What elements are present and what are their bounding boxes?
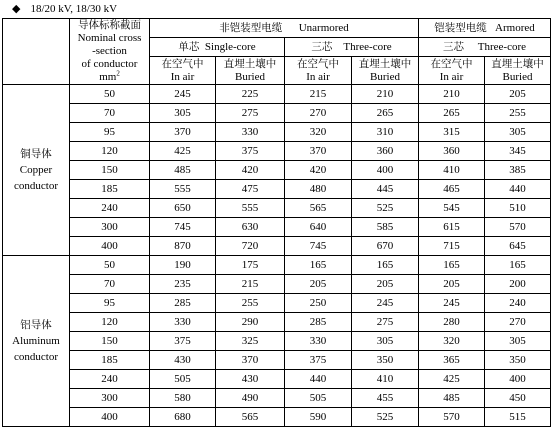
ampacity-cell: 255 bbox=[485, 104, 551, 123]
ampacity-cell: 430 bbox=[150, 351, 216, 370]
ampacity-cell: 345 bbox=[485, 142, 551, 161]
cross-section-cell: 150 bbox=[70, 332, 150, 351]
ampacity-cell: 505 bbox=[285, 389, 352, 408]
cross-section-cell: 150 bbox=[70, 161, 150, 180]
ampacity-cell: 245 bbox=[150, 85, 216, 104]
ampacity-cell: 350 bbox=[352, 351, 419, 370]
ampacity-cell: 480 bbox=[285, 180, 352, 199]
cross-section-cell: 120 bbox=[70, 313, 150, 332]
ampacity-cell: 210 bbox=[352, 85, 419, 104]
ampacity-cell: 640 bbox=[285, 218, 352, 237]
ampacity-cell: 245 bbox=[352, 294, 419, 313]
table-row bbox=[3, 275, 551, 294]
ampacity-cell: 350 bbox=[485, 351, 551, 370]
single-core-header: 单芯 Single-core bbox=[150, 38, 285, 57]
unarmored-header: 非铠装型电缆 Unarmored bbox=[150, 19, 419, 38]
ampacity-cell: 720 bbox=[216, 237, 285, 256]
ampacity-cell: 385 bbox=[485, 161, 551, 180]
cross-section-cell: 50 bbox=[70, 85, 150, 104]
table-row bbox=[3, 104, 551, 123]
ampacity-cell: 555 bbox=[150, 180, 216, 199]
cross-section-cell: 50 bbox=[70, 256, 150, 275]
ampacity-cell: 485 bbox=[150, 161, 216, 180]
cross-section-header: 导体标称截面 Nominal cross -section of conductor $mm^2$ bbox=[70, 19, 150, 85]
ampacity-cell: 330 bbox=[150, 313, 216, 332]
ampacity-cell: 425 bbox=[419, 370, 485, 389]
table-row bbox=[3, 142, 551, 161]
table-row bbox=[3, 199, 551, 218]
ampacity-cell: 165 bbox=[352, 256, 419, 275]
ampacity-cell: 450 bbox=[485, 389, 551, 408]
in-air-header: 在空气中 In air bbox=[285, 57, 352, 85]
ampacity-cell: 715 bbox=[419, 237, 485, 256]
ampacity-cell: 305 bbox=[352, 332, 419, 351]
ampacity-cell: 265 bbox=[352, 104, 419, 123]
ampacity-cell: 580 bbox=[150, 389, 216, 408]
cross-section-cell: 400 bbox=[70, 408, 150, 427]
cross-section-cell: 400 bbox=[70, 237, 150, 256]
three-core-unarmored-header: 三芯 Three-core bbox=[285, 38, 419, 57]
ampacity-cell: 205 bbox=[419, 275, 485, 294]
ampacity-cell: 225 bbox=[216, 85, 285, 104]
ampacity-cell: 215 bbox=[216, 275, 285, 294]
ampacity-cell: 565 bbox=[285, 199, 352, 218]
ampacity-cell: 205 bbox=[485, 85, 551, 104]
ampacity-cell: 570 bbox=[419, 408, 485, 427]
ampacity-cell: 325 bbox=[216, 332, 285, 351]
cross-section-cell: 300 bbox=[70, 218, 150, 237]
ampacity-cell: 330 bbox=[285, 332, 352, 351]
ampacity-cell: 585 bbox=[352, 218, 419, 237]
ampacity-cell: 515 bbox=[485, 408, 551, 427]
ampacity-cell: 475 bbox=[216, 180, 285, 199]
ampacity-cell: 455 bbox=[352, 389, 419, 408]
table-row bbox=[3, 161, 551, 180]
table-row bbox=[3, 351, 551, 370]
ampacity-cell: 375 bbox=[150, 332, 216, 351]
ampacity-cell: 235 bbox=[150, 275, 216, 294]
ampacity-cell: 555 bbox=[216, 199, 285, 218]
aluminum-conductor-label: 铝导体 Aluminum conductor bbox=[3, 256, 70, 427]
ampacity-cell: 490 bbox=[216, 389, 285, 408]
ampacity-cell: 320 bbox=[285, 123, 352, 142]
in-air-header: 在空气中 In air bbox=[419, 57, 485, 85]
in-air-header: 在空气中 In air bbox=[150, 57, 216, 85]
three-core-armored-header: 三芯 Three-core bbox=[419, 38, 551, 57]
ampacity-cell: 270 bbox=[285, 104, 352, 123]
ampacity-cell: 375 bbox=[285, 351, 352, 370]
ampacity-cell: 400 bbox=[485, 370, 551, 389]
ampacity-cell: 265 bbox=[419, 104, 485, 123]
ampacity-cell: 190 bbox=[150, 256, 216, 275]
ampacity-cell: 425 bbox=[150, 142, 216, 161]
ampacity-cell: 165 bbox=[419, 256, 485, 275]
ampacity-cell: 250 bbox=[285, 294, 352, 313]
ampacity-cell: 410 bbox=[352, 370, 419, 389]
ampacity-cell: 285 bbox=[150, 294, 216, 313]
ampacity-cell: 315 bbox=[419, 123, 485, 142]
ampacity-cell: 330 bbox=[216, 123, 285, 142]
ampacity-cell: 360 bbox=[419, 142, 485, 161]
ampacity-cell: 545 bbox=[419, 199, 485, 218]
table-row bbox=[3, 85, 551, 104]
ampacity-cell: 305 bbox=[485, 332, 551, 351]
ampacity-cell: 370 bbox=[150, 123, 216, 142]
cross-section-cell: 120 bbox=[70, 142, 150, 161]
cross-section-cell: 95 bbox=[70, 294, 150, 313]
ampacity-cell: 200 bbox=[485, 275, 551, 294]
ampacity-cell: 400 bbox=[352, 161, 419, 180]
cross-section-cell: 95 bbox=[70, 123, 150, 142]
ampacity-cell: 420 bbox=[285, 161, 352, 180]
ampacity-cell: 590 bbox=[285, 408, 352, 427]
ampacity-cell: 650 bbox=[150, 199, 216, 218]
ampacity-cell: 320 bbox=[419, 332, 485, 351]
table-row bbox=[3, 408, 551, 427]
cross-section-cell: 185 bbox=[70, 180, 150, 199]
ampacity-cell: 440 bbox=[285, 370, 352, 389]
ampacity-cell: 270 bbox=[485, 313, 551, 332]
cross-section-cell: 240 bbox=[70, 199, 150, 218]
ampacity-cell: 565 bbox=[216, 408, 285, 427]
ampacity-cell: 175 bbox=[216, 256, 285, 275]
ampacity-cell: 420 bbox=[216, 161, 285, 180]
ampacity-cell: 255 bbox=[216, 294, 285, 313]
ampacity-cell: 505 bbox=[150, 370, 216, 389]
ampacity-cell: 570 bbox=[485, 218, 551, 237]
ampacity-cell: 215 bbox=[285, 85, 352, 104]
diamond-bullet-icon: ◆ bbox=[12, 2, 21, 15]
table-row bbox=[3, 256, 551, 275]
table-row bbox=[3, 332, 551, 351]
ampacity-cell: 510 bbox=[485, 199, 551, 218]
ampacity-cell: 645 bbox=[485, 237, 551, 256]
ampacity-cell: 375 bbox=[216, 142, 285, 161]
ampacity-cell: 745 bbox=[285, 237, 352, 256]
copper-conductor-label: 铜导体 Copper conductor bbox=[3, 85, 70, 256]
ampacity-cell: 165 bbox=[485, 256, 551, 275]
cross-section-cell: 70 bbox=[70, 275, 150, 294]
ampacity-cell: 445 bbox=[352, 180, 419, 199]
ampacity-cell: 670 bbox=[352, 237, 419, 256]
table-row bbox=[3, 313, 551, 332]
table-row bbox=[3, 370, 551, 389]
ampacity-table bbox=[2, 18, 551, 427]
armored-header: 铠装型电缆 Armored bbox=[419, 19, 551, 38]
ampacity-cell: 870 bbox=[150, 237, 216, 256]
ampacity-cell: 745 bbox=[150, 218, 216, 237]
table-title bbox=[12, 2, 117, 16]
table-row bbox=[3, 218, 551, 237]
ampacity-cell: 285 bbox=[285, 313, 352, 332]
cross-section-cell: 185 bbox=[70, 351, 150, 370]
cross-section-cell: 300 bbox=[70, 389, 150, 408]
ampacity-cell: 245 bbox=[419, 294, 485, 313]
corner-cell bbox=[3, 19, 70, 85]
buried-header: 直埋土壤中 Buried bbox=[216, 57, 285, 85]
ampacity-cell: 290 bbox=[216, 313, 285, 332]
voltage-rating: 18/20 kV, 18/30 kV bbox=[30, 3, 118, 15]
buried-header: 直埋土壤中 Buried bbox=[485, 57, 551, 85]
table-row bbox=[3, 237, 551, 256]
ampacity-cell: 210 bbox=[419, 85, 485, 104]
ampacity-cell: 630 bbox=[216, 218, 285, 237]
ampacity-cell: 275 bbox=[216, 104, 285, 123]
ampacity-cell: 525 bbox=[352, 408, 419, 427]
cross-section-cell: 70 bbox=[70, 104, 150, 123]
ampacity-cell: 305 bbox=[150, 104, 216, 123]
ampacity-cell: 525 bbox=[352, 199, 419, 218]
ampacity-cell: 275 bbox=[352, 313, 419, 332]
ampacity-cell: 680 bbox=[150, 408, 216, 427]
ampacity-cell: 410 bbox=[419, 161, 485, 180]
ampacity-cell: 465 bbox=[419, 180, 485, 199]
table-row bbox=[3, 123, 551, 142]
ampacity-cell: 615 bbox=[419, 218, 485, 237]
ampacity-cell: 205 bbox=[352, 275, 419, 294]
table-row bbox=[3, 294, 551, 313]
buried-header: 直埋土壤中 Buried bbox=[352, 57, 419, 85]
ampacity-cell: 310 bbox=[352, 123, 419, 142]
ampacity-cell: 360 bbox=[352, 142, 419, 161]
ampacity-cell: 165 bbox=[285, 256, 352, 275]
ampacity-cell: 370 bbox=[285, 142, 352, 161]
ampacity-cell: 305 bbox=[485, 123, 551, 142]
ampacity-cell: 430 bbox=[216, 370, 285, 389]
ampacity-cell: 280 bbox=[419, 313, 485, 332]
table-row bbox=[3, 180, 551, 199]
ampacity-cell: 440 bbox=[485, 180, 551, 199]
ampacity-cell: 240 bbox=[485, 294, 551, 313]
ampacity-cell: 485 bbox=[419, 389, 485, 408]
ampacity-cell: 365 bbox=[419, 351, 485, 370]
cross-section-cell: 240 bbox=[70, 370, 150, 389]
table-row bbox=[3, 389, 551, 408]
ampacity-cell: 370 bbox=[216, 351, 285, 370]
ampacity-cell: 205 bbox=[285, 275, 352, 294]
